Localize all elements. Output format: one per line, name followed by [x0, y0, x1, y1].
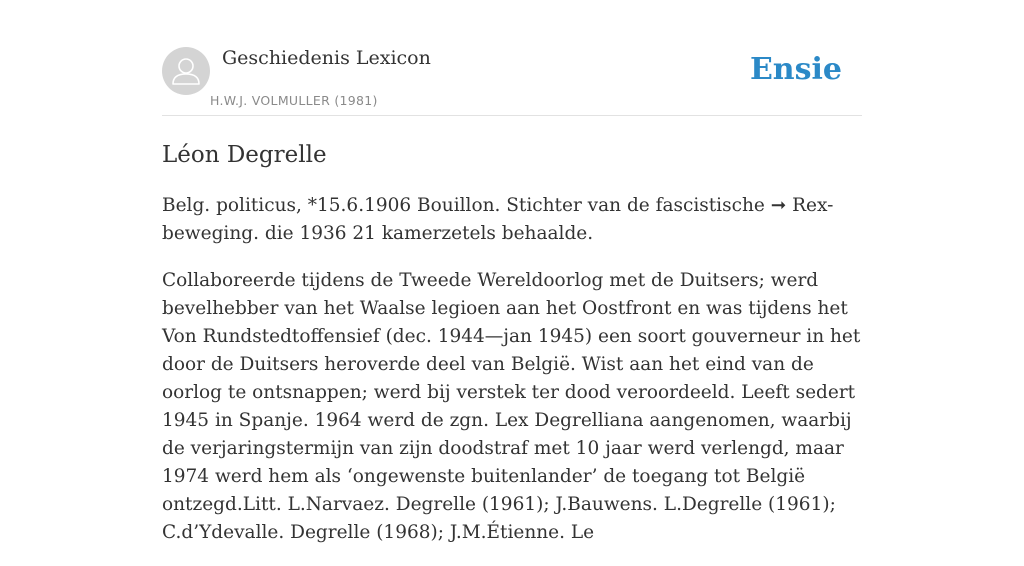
entry-title: Léon Degrelle	[162, 142, 327, 168]
entry-paragraph-2: Collaboreerde tijdens de Tweede Wereldoorlog met de Duitsers; werd bevelhebber van het Waalse legioen aan het Oostfront en was tijdens het Von Rundstedtoffensief (dec. 1944—jan 1945) een soort gouverneur in het door de Duitsers heroverde deel van België. Wist aan het eind van de oorlog te ontsnappen; werd bij verstek ter dood veroordeeld. Leeft sedert 1945 in Spanje. 1964 werd de zgn. Lex Degrelliana aangenomen, waarbij de verjaringstermijn van zijn doodstraf met 10 jaar werd verlengd, maar 1974 werd hem als ‘ongewenste buitenlander’ de toegang tot België ontzegd.Litt. L.Narvaez. Degrelle (1961); J.Bauwens. L.Degrelle (1961); C.d’Ydevalle. Degrelle (1968); J.M.Étienne. Le	[162, 270, 861, 543]
author-name[interactable]: H.W.J. VOLMULLER (1981)	[210, 93, 378, 108]
user-outline-icon	[162, 47, 210, 95]
ensie-logo[interactable]: Ensie	[749, 52, 842, 87]
entry-body	[162, 192, 862, 566]
source-title[interactable]: Geschiedenis Lexicon	[222, 47, 431, 69]
author-avatar[interactable]	[162, 47, 210, 95]
entry-header	[162, 46, 862, 116]
entry-paragraph-1: Belg. politicus, *15.6.1906 Bouillon. Stichter van de fascistische ➞ Rex-beweging. die 1936 21 kamerzetels behaalde.	[162, 195, 834, 244]
